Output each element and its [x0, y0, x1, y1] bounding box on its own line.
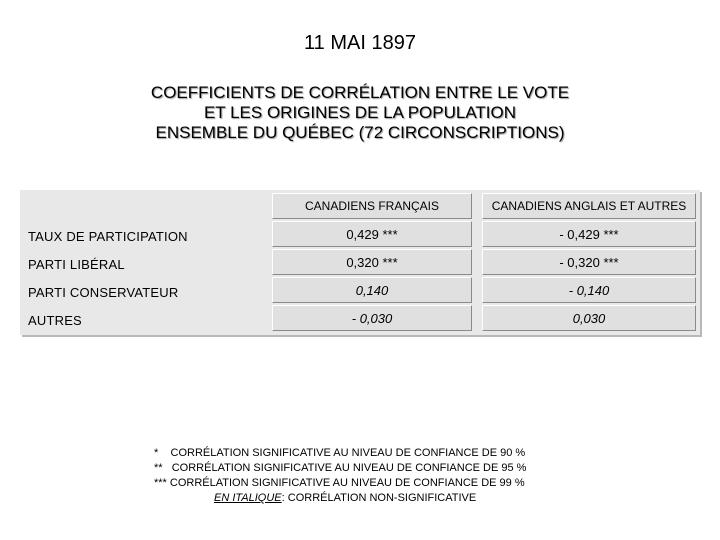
row-label-autres: AUTRES — [28, 313, 82, 328]
column-header-canadiens-francais: CANADIENS FRANÇAIS — [272, 193, 472, 219]
column-header-canadiens-anglais: CANADIENS ANGLAIS ET AUTRES — [482, 193, 696, 219]
footnote-90: * CORRÉLATION SIGNIFICATIVE AU NIVEAU DE CONFIANCE DE 90 % — [154, 447, 526, 459]
cell-autres-francais: - 0,030 — [272, 305, 472, 331]
title-line-2: ET LES ORIGINES DE LA POPULATION — [203, 103, 517, 122]
cell-parti-liberal-francais: 0,320 *** — [272, 249, 472, 275]
footnote-99: *** CORRÉLATION SIGNIFICATIVE AU NIVEAU DE CONFIANCE DE 99 % — [154, 477, 525, 489]
cell-taux-participation-anglais: - 0,429 *** — [482, 221, 696, 247]
italic-label: EN ITALIQUE — [214, 492, 282, 504]
title-line-1: COEFFICIENTS DE CORRÉLATION ENTRE LE VOTE — [150, 83, 570, 102]
footnotes — [154, 446, 526, 506]
footnote-95: ** CORRÉLATION SIGNIFICATIVE AU NIVEAU DE CONFIANCE DE 95 % — [154, 462, 527, 474]
title-line-3: ENSEMBLE DU QUÉBEC (72 CIRCONSCRIPTIONS) — [155, 123, 565, 142]
cell-autres-anglais: 0,030 — [482, 305, 696, 331]
row-label-parti-conservateur: PARTI CONSERVATEUR — [28, 285, 179, 300]
correlation-table — [20, 190, 700, 335]
footnote-italic — [214, 491, 526, 506]
page-title — [0, 83, 720, 143]
date-heading: 11 MAI 1897 — [304, 32, 416, 54]
cell-parti-conservateur-francais: 0,140 — [272, 277, 472, 303]
row-label-taux-participation: TAUX DE PARTICIPATION — [28, 229, 188, 244]
row-label-parti-liberal: PARTI LIBÉRAL — [28, 257, 125, 272]
cell-taux-participation-francais: 0,429 *** — [272, 221, 472, 247]
cell-parti-liberal-anglais: - 0,320 *** — [482, 249, 696, 275]
italic-description: : CORRÉLATION NON-SIGNIFICATIVE — [281, 492, 477, 504]
cell-parti-conservateur-anglais: - 0,140 — [482, 277, 696, 303]
